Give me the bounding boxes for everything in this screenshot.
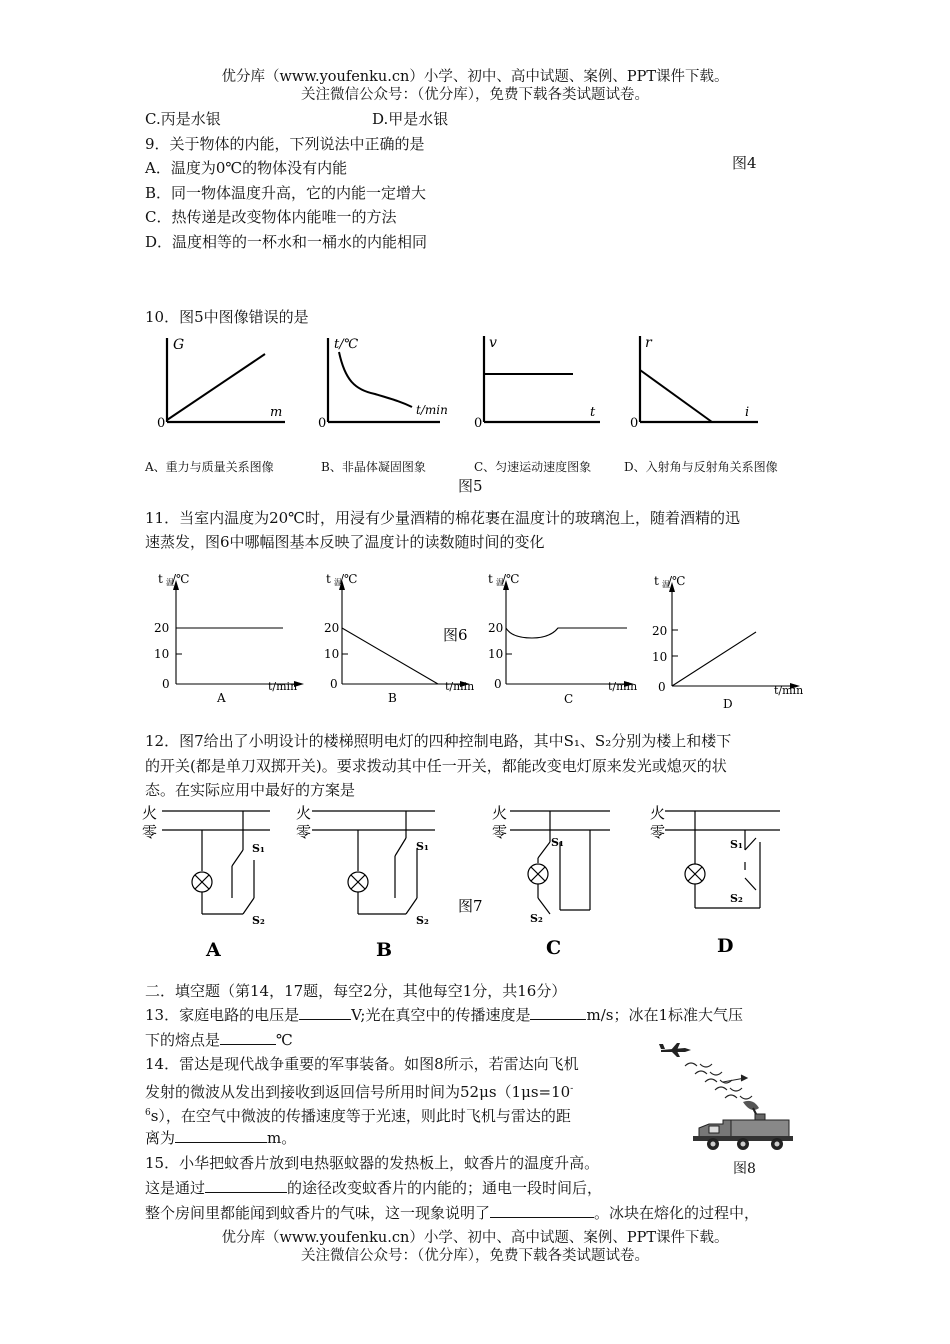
q15-line1: 15．小华把蚊香片放到电热驱蚊器的发热板上，蚊香片的温度升高。 bbox=[145, 1154, 600, 1172]
q14-line1: 14．雷达是现代战争重要的军事装备。如图8所示，若雷达向飞机 bbox=[145, 1055, 579, 1073]
svg-text:温: 温 bbox=[166, 578, 174, 587]
svg-text:10: 10 bbox=[652, 650, 668, 664]
svg-text:S₂: S₂ bbox=[530, 912, 543, 925]
svg-text:B: B bbox=[388, 691, 397, 705]
radar-truck bbox=[693, 1101, 793, 1150]
graph-d-line bbox=[640, 370, 712, 422]
q8-option-d: D.甲是水银 bbox=[372, 110, 449, 128]
svg-text:S₁: S₁ bbox=[551, 836, 564, 849]
svg-text:t: t bbox=[654, 574, 659, 588]
graph-b-caption: B、非晶体凝固图象 bbox=[321, 460, 426, 474]
q14-blank-distance[interactable] bbox=[175, 1128, 267, 1143]
q15-line2: 这是通过 的途径改变蚊香片的内能的；通电一段时间后， bbox=[145, 1179, 603, 1197]
svg-text:火: 火 bbox=[650, 804, 666, 822]
figure-5-label: 图5 bbox=[458, 477, 483, 495]
q13-line1: 13．家庭电路的电压是 V;光在真空中的传播速度是 m/s；冰在1标准大气压 bbox=[145, 1006, 744, 1024]
svg-text:S₁: S₁ bbox=[416, 840, 429, 853]
fig6-d-line bbox=[672, 632, 756, 686]
graph-b-solidification bbox=[318, 337, 448, 431]
svg-text:火: 火 bbox=[296, 804, 312, 822]
svg-text:0: 0 bbox=[494, 677, 502, 691]
graph-b-x-label: t/min bbox=[416, 403, 448, 417]
svg-text:10: 10 bbox=[154, 647, 170, 661]
svg-text:10: 10 bbox=[488, 647, 504, 661]
q11-line1: 11．当室内温度为20℃时，用浸有少量酒精的棉花裹在温度计的玻璃泡上，随着酒精的迅 bbox=[145, 509, 740, 527]
q14-line3: $^6$s），在空气中微波的传播速度等于光速，则此时飞机与雷达的距 bbox=[145, 1107, 571, 1125]
svg-text:火: 火 bbox=[142, 804, 158, 822]
svg-text:t/min: t/min bbox=[268, 680, 298, 693]
graph-a-line bbox=[167, 354, 265, 420]
graph-d-x-label: i bbox=[745, 405, 750, 420]
circuit-a-letter: A bbox=[206, 939, 221, 961]
q9-stem: 9．关于物体的内能，下列说法中正确的是 bbox=[145, 135, 425, 153]
fig6-c-curve bbox=[506, 628, 627, 638]
q11-line2: 速蒸发，图6中哪幅图基本反映了温度计的读数随时间的变化 bbox=[145, 533, 545, 551]
svg-text:t: t bbox=[326, 572, 331, 586]
svg-text:零: 零 bbox=[650, 823, 666, 841]
figure-5-graphs bbox=[140, 330, 820, 435]
q12-line1: 12．图7给出了小明设计的楼梯照明电灯的四种控制电路，其中S₁、S₂分别为楼上和楼下 bbox=[145, 732, 732, 750]
svg-text:0: 0 bbox=[330, 677, 338, 691]
svg-text:0: 0 bbox=[658, 680, 666, 694]
figure-4-label: 图4 bbox=[732, 154, 757, 172]
figure-8-radar bbox=[655, 1038, 795, 1160]
graph-c-uniform-motion bbox=[474, 335, 600, 431]
circuit-a bbox=[162, 811, 270, 914]
figure-8-label: 图8 bbox=[733, 1161, 756, 1177]
q15-line3: 整个房间里都能闻到蚊香片的气味，这一现象说明了 。冰块在熔化的过程中， bbox=[145, 1204, 760, 1222]
fig6-graph-d bbox=[652, 574, 803, 711]
circuit-b bbox=[312, 811, 435, 914]
svg-text:温: 温 bbox=[662, 580, 670, 589]
q13-line2: 下的熔点是 ℃ bbox=[145, 1031, 293, 1049]
svg-text:A: A bbox=[217, 691, 226, 705]
graph-c-origin: 0 bbox=[474, 416, 483, 431]
svg-text:t: t bbox=[158, 572, 163, 586]
q12-line3: 态。在实际应用中最好的方案是 bbox=[145, 781, 356, 799]
page-footer-line2: 关注微信公众号：（优分库），免费下载各类试题试卷。 bbox=[301, 1248, 649, 1264]
svg-text:/℃: /℃ bbox=[502, 572, 520, 586]
svg-text:t: t bbox=[488, 572, 493, 586]
q15-blank-phenomenon[interactable] bbox=[490, 1203, 594, 1218]
section-2-heading: 二．填空题（第14，17题，每空2分，其他每空1分，共16分） bbox=[145, 982, 567, 1000]
figure-7-label: 图7 bbox=[458, 897, 483, 915]
q13-blank-melting-point[interactable] bbox=[220, 1030, 276, 1045]
svg-text:20: 20 bbox=[324, 621, 340, 635]
airplane-icon bbox=[659, 1043, 691, 1057]
fig6-graph-a bbox=[154, 572, 304, 705]
graph-b-origin: 0 bbox=[318, 416, 327, 431]
svg-text:0: 0 bbox=[162, 677, 170, 691]
q12-line2: 的开关(都是单刀双掷开关)。要求拨动其中任一开关，都能改变电灯原来发光或熄灭的状 bbox=[145, 757, 727, 775]
graph-c-y-label: v bbox=[489, 335, 497, 351]
svg-text:10: 10 bbox=[324, 647, 340, 661]
circuit-c-letter: C bbox=[546, 937, 562, 959]
q9-option-d: D．温度相等的一杯水和一桶水的内能相同 bbox=[145, 233, 428, 251]
q14-line2: 发射的微波从发出到接收到返回信号所用时间为52μs（1μs=10- bbox=[145, 1083, 574, 1101]
q10-stem: 10．图5中图像错误的是 bbox=[145, 308, 309, 326]
svg-text:S₁: S₁ bbox=[730, 838, 743, 851]
svg-text:20: 20 bbox=[652, 624, 668, 638]
svg-text:S₂: S₂ bbox=[416, 914, 429, 927]
q9-option-c: C．热传递是改变物体内能唯一的方法 bbox=[145, 208, 397, 226]
circuit-c bbox=[510, 811, 610, 914]
svg-text:t/min: t/min bbox=[608, 680, 638, 693]
svg-text:t/min: t/min bbox=[774, 684, 804, 697]
svg-text:C: C bbox=[564, 692, 574, 706]
graph-a-x-label: m bbox=[270, 405, 283, 420]
q13-blank-light-speed[interactable] bbox=[530, 1005, 586, 1020]
svg-text:/℃: /℃ bbox=[172, 572, 190, 586]
fig6-graph-c bbox=[488, 572, 637, 706]
svg-text:D: D bbox=[723, 697, 733, 711]
graph-c-x-label: t bbox=[590, 405, 596, 420]
fig6-b-line bbox=[342, 628, 438, 684]
circuit-b-letter: B bbox=[376, 939, 393, 961]
graph-a-caption: A、重力与质量关系图像 bbox=[145, 460, 274, 474]
graph-d-origin: 0 bbox=[630, 416, 639, 431]
svg-text:零: 零 bbox=[142, 823, 158, 841]
q15-blank-method[interactable] bbox=[205, 1178, 287, 1193]
graph-b-curve bbox=[339, 352, 412, 407]
circuit-d-letter: D bbox=[717, 935, 734, 957]
svg-text:S₁: S₁ bbox=[252, 842, 265, 855]
microwave-waves bbox=[685, 1063, 752, 1099]
page-header-line1: 优分库（www.youfenku.cn）小学、初中、高中试题、案例、PPT课件下载。 bbox=[221, 69, 729, 85]
graph-d-y-label: r bbox=[645, 335, 652, 351]
graph-c-caption: C、匀速运动速度图象 bbox=[474, 460, 592, 474]
svg-text:/℃: /℃ bbox=[668, 574, 686, 588]
svg-text:20: 20 bbox=[488, 621, 504, 635]
svg-text:/℃: /℃ bbox=[340, 572, 358, 586]
q14-line4: 离为 m。 bbox=[145, 1129, 297, 1147]
svg-text:温: 温 bbox=[334, 578, 342, 587]
q9-option-b: B．同一物体温度升高，它的内能一定增大 bbox=[145, 184, 427, 202]
q8-option-c: C.丙是水银 bbox=[145, 110, 221, 128]
page-footer-line1: 优分库（www.youfenku.cn）小学、初中、高中试题、案例、PPT课件下载。 bbox=[221, 1230, 729, 1246]
graph-a-origin: 0 bbox=[157, 416, 166, 431]
figure-6-graphs bbox=[150, 566, 820, 716]
graph-b-y-label: t/℃ bbox=[334, 337, 359, 352]
svg-text:火: 火 bbox=[492, 804, 508, 822]
graph-d-caption: D、入射角与反射角关系图像 bbox=[624, 460, 778, 474]
svg-text:零: 零 bbox=[296, 823, 312, 841]
svg-text:零: 零 bbox=[492, 823, 508, 841]
q13-blank-voltage[interactable] bbox=[299, 1005, 351, 1020]
svg-text:20: 20 bbox=[154, 621, 170, 635]
svg-text:温: 温 bbox=[496, 578, 504, 587]
svg-text:S₂: S₂ bbox=[252, 914, 265, 927]
figure-6-label: 图6 bbox=[443, 626, 468, 644]
page-header-line2: 关注微信公众号：（优分库），免费下载各类试题试卷。 bbox=[301, 87, 649, 103]
circuit-d bbox=[665, 811, 780, 908]
graph-a-gravity-mass bbox=[157, 337, 285, 431]
svg-text:S₂: S₂ bbox=[730, 892, 743, 905]
graph-a-y-label: G bbox=[173, 337, 185, 353]
figure-7-circuits bbox=[140, 798, 820, 966]
svg-text:t/min: t/min bbox=[445, 680, 475, 693]
graph-d-reflection-angles bbox=[630, 335, 758, 431]
q9-option-a: A．温度为0℃的物体没有内能 bbox=[145, 159, 348, 177]
